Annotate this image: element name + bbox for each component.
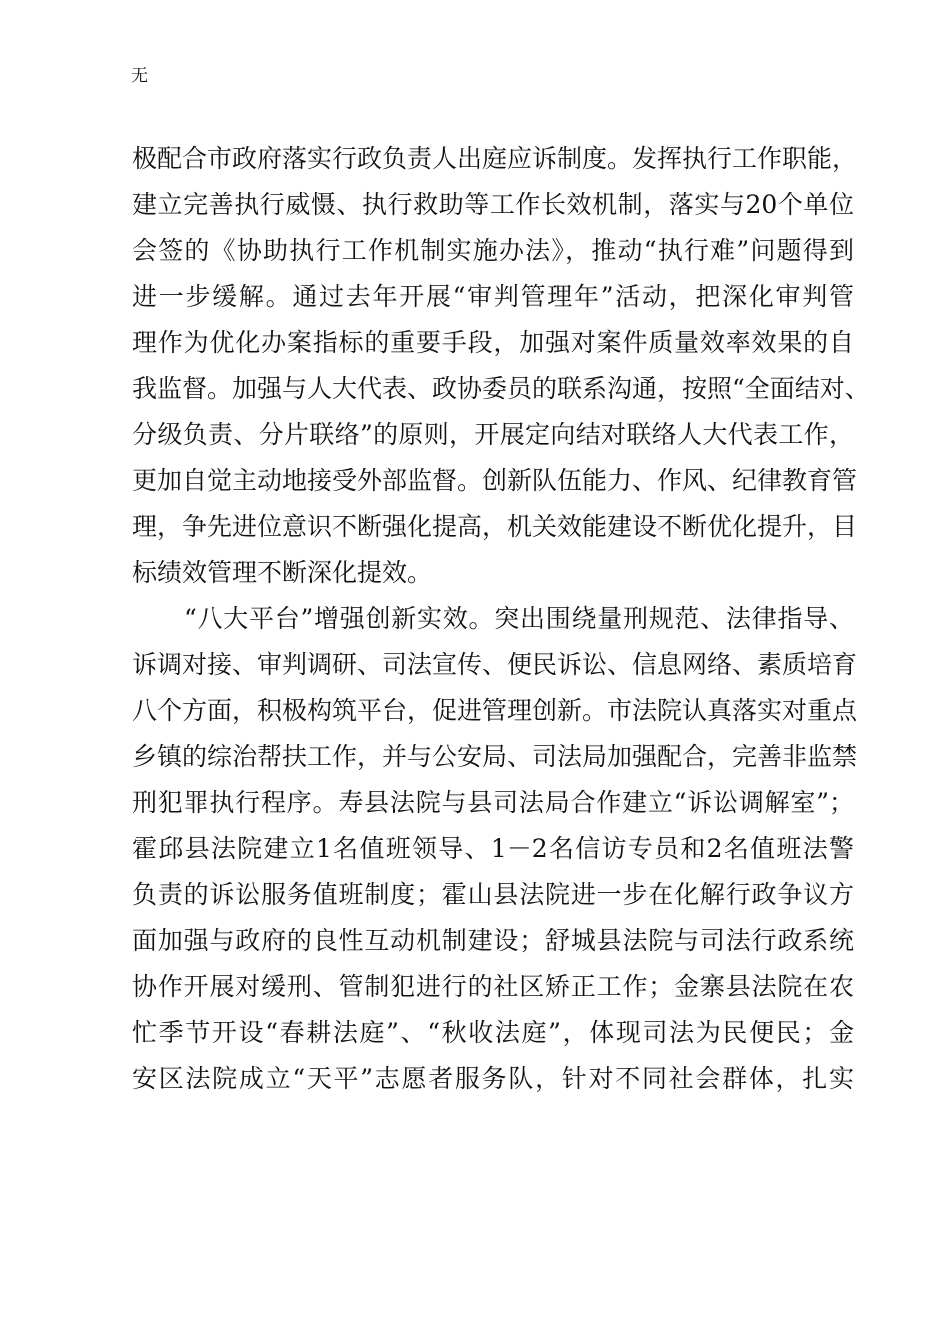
text-line: 乡镇的综治帮扶工作，并与公安局、司法局加强配合，完善非监禁 xyxy=(132,742,858,771)
text-line: 建立完善执行威慑、执行救助等工作长效机制，落实与20个单位 xyxy=(132,190,854,219)
text-line: 理，争先进位意识不断强化提高，机关效能建设不断优化提升，目 xyxy=(132,512,858,541)
text-line: “八大平台”增强创新实效。突出围绕量刑规范、法律指导、 xyxy=(184,604,854,633)
text-line: 刑犯罪执行程序。寿县法院与县司法局合作建立“诉讼调解室”； xyxy=(132,788,854,817)
body-text xyxy=(132,136,870,1102)
text-line: 会签的《协助执行工作机制实施办法》，推动“执行难”问题得到 xyxy=(132,236,854,265)
header-mark: 无 xyxy=(131,66,148,86)
text-line: 理作为优化办案指标的重要手段，加强对案件质量效率效果的自 xyxy=(132,328,854,357)
text-line: 霍邱县法院建立1名值班领导、1－2名信访专员和2名值班法警 xyxy=(132,834,854,863)
text-line: 诉调对接、审判调研、司法宣传、便民诉讼、信息网络、素质培育 xyxy=(132,650,858,679)
text-line: 极配合市政府落实行政负责人出庭应诉制度。发挥执行工作职能， xyxy=(132,144,858,173)
paragraph-1 xyxy=(132,136,870,596)
text-line: 分级负责、分片联络”的原则，开展定向结对联络人大代表工作， xyxy=(132,420,854,449)
text-line: 协作开展对缓刑、管制犯进行的社区矫正工作；金寨县法院在农 xyxy=(132,972,854,1001)
text-line: 安区法院成立“天平”志愿者服务队，针对不同社会群体，扎实 xyxy=(132,1064,854,1093)
text-line: 面加强与政府的良性互动机制建设；舒城县法院与司法行政系统 xyxy=(132,926,854,955)
text-line: 进一步缓解。通过去年开展“审判管理年”活动，把深化审判管 xyxy=(132,282,854,311)
text-line: 我监督。加强与人大代表、政协委员的联系沟通，按照“全面结对、 xyxy=(132,374,870,403)
paragraph-2 xyxy=(132,596,858,1102)
text-line: 八个方面，积极构筑平台，促进管理创新。市法院认真落实对重点 xyxy=(132,696,858,725)
text-line: 标绩效管理不断深化提效。 xyxy=(132,558,433,587)
text-line: 忙季节开设“春耕法庭”、“秋收法庭”，体现司法为民便民；金 xyxy=(132,1018,854,1047)
text-line: 更加自觉主动地接受外部监督。创新队伍能力、作风、纪律教育管 xyxy=(132,466,858,495)
text-line: 负责的诉讼服务值班制度；霍山县法院进一步在化解行政争议方 xyxy=(132,880,854,909)
